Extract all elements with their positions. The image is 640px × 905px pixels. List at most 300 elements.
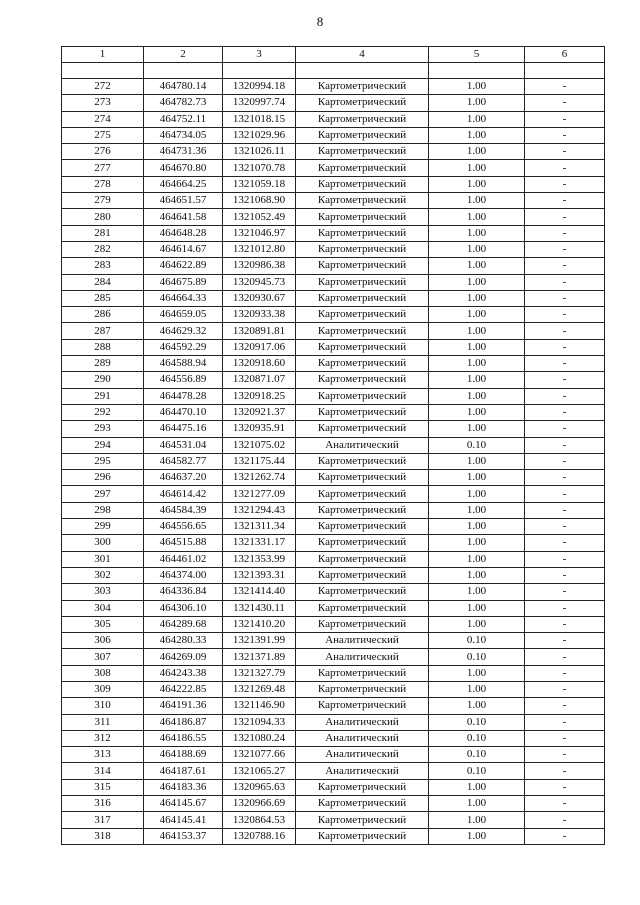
table-cell: Картометрический	[296, 779, 429, 795]
table-cell: 1.00	[429, 127, 525, 143]
table-cell: 1.00	[429, 258, 525, 274]
table-cell: 317	[62, 812, 144, 828]
table-cell: 1.00	[429, 600, 525, 616]
table-row	[62, 616, 605, 632]
table-row	[62, 79, 605, 95]
table-row	[62, 258, 605, 274]
table-cell: 291	[62, 388, 144, 404]
table-cell: 1.00	[429, 193, 525, 209]
table-row	[62, 95, 605, 111]
table-cell: 464622.89	[144, 258, 223, 274]
table-cell: Картометрический	[296, 828, 429, 844]
table-row	[62, 307, 605, 323]
table-cell: Картометрический	[296, 144, 429, 160]
table-cell: 0.10	[429, 437, 525, 453]
table-cell: 464374.00	[144, 567, 223, 583]
table-row	[62, 796, 605, 812]
column-header: 3	[223, 47, 296, 63]
table-row	[62, 812, 605, 828]
table-cell: 1320935.91	[223, 421, 296, 437]
table-cell: 1320788.16	[223, 828, 296, 844]
table-cell: 275	[62, 127, 144, 143]
table-cell: -	[525, 241, 605, 257]
table-row	[62, 193, 605, 209]
table-cell: 464752.11	[144, 111, 223, 127]
table-cell: Картометрический	[296, 372, 429, 388]
table-cell: 1.00	[429, 812, 525, 828]
table-cell: Картометрический	[296, 698, 429, 714]
table-cell: -	[525, 567, 605, 583]
table-cell: 1320986.38	[223, 258, 296, 274]
table-cell: 302	[62, 567, 144, 583]
table-cell: 1321065.27	[223, 763, 296, 779]
table-row	[62, 535, 605, 551]
table-row	[62, 649, 605, 665]
table-cell: 292	[62, 404, 144, 420]
table-cell: 1.00	[429, 144, 525, 160]
table-row	[62, 763, 605, 779]
table-cell: 464186.55	[144, 730, 223, 746]
table-cell: 285	[62, 290, 144, 306]
table-cell: -	[525, 258, 605, 274]
table-cell: 464664.25	[144, 176, 223, 192]
table-row	[62, 584, 605, 600]
table-cell: -	[525, 747, 605, 763]
table-cell: 1.00	[429, 339, 525, 355]
table-cell: 1.00	[429, 551, 525, 567]
table-cell: -	[525, 144, 605, 160]
table-cell: -	[525, 274, 605, 290]
table-cell: Картометрический	[296, 502, 429, 518]
table-cell: 1.00	[429, 796, 525, 812]
table-cell: 1.00	[429, 404, 525, 420]
table-cell: 1.00	[429, 681, 525, 697]
table-cell: 1.00	[429, 209, 525, 225]
table-cell: 1.00	[429, 665, 525, 681]
table-cell: -	[525, 681, 605, 697]
table-cell: 290	[62, 372, 144, 388]
table-cell: 1321331.17	[223, 535, 296, 551]
table-cell: -	[525, 665, 605, 681]
column-header: 1	[62, 47, 144, 63]
table-cell: 464186.87	[144, 714, 223, 730]
table-row	[62, 290, 605, 306]
table-cell: 307	[62, 649, 144, 665]
table-row	[62, 274, 605, 290]
table-cell: 1.00	[429, 486, 525, 502]
table-cell: -	[525, 388, 605, 404]
table-cell: Картометрический	[296, 600, 429, 616]
table-cell: 300	[62, 535, 144, 551]
table-cell: -	[525, 519, 605, 535]
table-cell: -	[525, 323, 605, 339]
table-cell: 1.00	[429, 453, 525, 469]
table-cell: 464183.36	[144, 779, 223, 795]
table-cell: 1320871.07	[223, 372, 296, 388]
table-cell: 1321059.18	[223, 176, 296, 192]
table-row	[62, 519, 605, 535]
table-cell: 1.00	[429, 388, 525, 404]
table-cell: 276	[62, 144, 144, 160]
table-cell: 0.10	[429, 633, 525, 649]
table-cell: 464731.36	[144, 144, 223, 160]
table-cell: 464637.20	[144, 470, 223, 486]
table-cell: 1.00	[429, 372, 525, 388]
table-row	[62, 356, 605, 372]
table-cell: 1321327.79	[223, 665, 296, 681]
table-cell: 277	[62, 160, 144, 176]
table-cell: -	[525, 111, 605, 127]
table-cell: 464289.68	[144, 616, 223, 632]
table-cell: 312	[62, 730, 144, 746]
table-row	[62, 698, 605, 714]
table-cell: Картометрический	[296, 421, 429, 437]
table-cell: 0.10	[429, 747, 525, 763]
table-cell: 1321075.02	[223, 437, 296, 453]
table-cell: -	[525, 225, 605, 241]
table-row	[62, 747, 605, 763]
table-cell: Аналитический	[296, 714, 429, 730]
table-cell: 1321371.89	[223, 649, 296, 665]
table-cell: 1.00	[429, 616, 525, 632]
table-cell: 1321311.34	[223, 519, 296, 535]
table-cell: Аналитический	[296, 747, 429, 763]
table-cell: -	[525, 176, 605, 192]
table-cell: 288	[62, 339, 144, 355]
table-cell: Картометрический	[296, 127, 429, 143]
table-cell: 1321294.43	[223, 502, 296, 518]
table-cell: 1320945.73	[223, 274, 296, 290]
table-cell: -	[525, 372, 605, 388]
table-cell: 0.10	[429, 763, 525, 779]
table-cell: 1321430.11	[223, 600, 296, 616]
table-cell: -	[525, 79, 605, 95]
table-cell: 1321410.20	[223, 616, 296, 632]
table-cell: 1321077.66	[223, 747, 296, 763]
table-cell: -	[525, 356, 605, 372]
table-cell: 464280.33	[144, 633, 223, 649]
table-cell: 1320994.18	[223, 79, 296, 95]
table-cell: 1321269.48	[223, 681, 296, 697]
table-cell: Картометрический	[296, 79, 429, 95]
table-cell: 272	[62, 79, 144, 95]
table-cell: 464531.04	[144, 437, 223, 453]
table-cell: -	[525, 779, 605, 795]
table-cell: 1321068.90	[223, 193, 296, 209]
table-cell: 464648.28	[144, 225, 223, 241]
table-cell: 1321391.99	[223, 633, 296, 649]
table-cell: 1320918.25	[223, 388, 296, 404]
table-cell: -	[525, 730, 605, 746]
table-cell: 1.00	[429, 323, 525, 339]
table-cell: 1321094.33	[223, 714, 296, 730]
table-cell: 1320918.60	[223, 356, 296, 372]
table-cell: 1320966.69	[223, 796, 296, 812]
table-row	[62, 127, 605, 143]
table-cell: 1.00	[429, 307, 525, 323]
table-cell: Картометрический	[296, 681, 429, 697]
table-cell: 303	[62, 584, 144, 600]
table-cell: -	[525, 763, 605, 779]
table-cell: -	[525, 616, 605, 632]
coordinates-table	[61, 46, 605, 845]
table-cell: 1321080.24	[223, 730, 296, 746]
table-cell: 1321012.80	[223, 241, 296, 257]
table-cell: 1.00	[429, 241, 525, 257]
table-cell: 1320917.06	[223, 339, 296, 355]
table-cell: 464584.39	[144, 502, 223, 518]
table-cell: 1.00	[429, 584, 525, 600]
table-cell: 464306.10	[144, 600, 223, 616]
table-row	[62, 551, 605, 567]
table-cell: Картометрический	[296, 274, 429, 290]
table-cell: 296	[62, 470, 144, 486]
table-cell: -	[525, 404, 605, 420]
table-row	[62, 160, 605, 176]
table-cell: 1321029.96	[223, 127, 296, 143]
table-row	[62, 404, 605, 420]
table-row	[62, 486, 605, 502]
table-cell: Картометрический	[296, 388, 429, 404]
table-row	[62, 665, 605, 681]
table-cell: 281	[62, 225, 144, 241]
table-cell: 464556.65	[144, 519, 223, 535]
table-cell: 464188.69	[144, 747, 223, 763]
table-cell: 464556.89	[144, 372, 223, 388]
column-header: 4	[296, 47, 429, 63]
table-row	[62, 225, 605, 241]
table-cell: 1321393.31	[223, 567, 296, 583]
table-cell: Картометрический	[296, 665, 429, 681]
table-cell: 293	[62, 421, 144, 437]
table-cell: 1.00	[429, 698, 525, 714]
table-cell: 1.00	[429, 779, 525, 795]
table-cell: 464675.89	[144, 274, 223, 290]
table-cell: 1321175.44	[223, 453, 296, 469]
table-cell: 311	[62, 714, 144, 730]
table-cell: Картометрический	[296, 160, 429, 176]
table-cell: 306	[62, 633, 144, 649]
table-cell: 0.10	[429, 649, 525, 665]
table-cell: 464269.09	[144, 649, 223, 665]
table-cell: -	[525, 649, 605, 665]
table-cell: 289	[62, 356, 144, 372]
table-cell: Картометрический	[296, 290, 429, 306]
table-cell: -	[525, 714, 605, 730]
table-cell: 1.00	[429, 356, 525, 372]
table-cell: -	[525, 160, 605, 176]
table-cell: Картометрический	[296, 551, 429, 567]
table-cell: Картометрический	[296, 812, 429, 828]
table-cell: 464515.88	[144, 535, 223, 551]
table-cell: 295	[62, 453, 144, 469]
table-cell: -	[525, 633, 605, 649]
table-cell: 286	[62, 307, 144, 323]
table-cell: 1.00	[429, 225, 525, 241]
table-cell: -	[525, 193, 605, 209]
table-cell: 1321046.97	[223, 225, 296, 241]
table-cell: 294	[62, 437, 144, 453]
table-cell: -	[525, 796, 605, 812]
table-cell: 464659.05	[144, 307, 223, 323]
table-cell: 1.00	[429, 470, 525, 486]
table-cell: Аналитический	[296, 763, 429, 779]
table-cell: 464582.77	[144, 453, 223, 469]
table-cell: 464614.42	[144, 486, 223, 502]
table-cell: 316	[62, 796, 144, 812]
table-row	[62, 241, 605, 257]
table-cell: 464592.29	[144, 339, 223, 355]
table-cell: 1321018.15	[223, 111, 296, 127]
table-cell: -	[525, 551, 605, 567]
table-row	[62, 600, 605, 616]
table-cell: 1321052.49	[223, 209, 296, 225]
table-row	[62, 453, 605, 469]
table-cell: 464588.94	[144, 356, 223, 372]
table-cell: 464461.02	[144, 551, 223, 567]
table-cell: Картометрический	[296, 519, 429, 535]
table-cell: 1321277.09	[223, 486, 296, 502]
table-cell: 464641.58	[144, 209, 223, 225]
table-cell: Картометрический	[296, 567, 429, 583]
table-cell: 1.00	[429, 160, 525, 176]
table-cell: 273	[62, 95, 144, 111]
table-cell: 464734.05	[144, 127, 223, 143]
table-cell: 1.00	[429, 290, 525, 306]
table-cell: Аналитический	[296, 633, 429, 649]
table-row	[62, 470, 605, 486]
table-cell: 299	[62, 519, 144, 535]
table-cell: -	[525, 535, 605, 551]
table-cell: 464670.80	[144, 160, 223, 176]
table-cell: -	[525, 437, 605, 453]
table-cell: 1.00	[429, 274, 525, 290]
table-cell: -	[525, 307, 605, 323]
table-cell: Аналитический	[296, 730, 429, 746]
table-cell: 318	[62, 828, 144, 844]
table-cell: 310	[62, 698, 144, 714]
table-cell: -	[525, 470, 605, 486]
table-cell: 282	[62, 241, 144, 257]
table-cell: Картометрический	[296, 616, 429, 632]
table-cell: 278	[62, 176, 144, 192]
table-cell: 1.00	[429, 79, 525, 95]
table-cell: 1.00	[429, 95, 525, 111]
table-cell: 1320930.67	[223, 290, 296, 306]
table-row	[62, 323, 605, 339]
table-cell: Картометрический	[296, 486, 429, 502]
column-header: 6	[525, 47, 605, 63]
table-row	[62, 633, 605, 649]
table-row	[62, 421, 605, 437]
table-cell: 464153.37	[144, 828, 223, 844]
table-cell: Картометрический	[296, 307, 429, 323]
table-row	[62, 144, 605, 160]
table-cell: Картометрический	[296, 453, 429, 469]
table-cell: 1.00	[429, 535, 525, 551]
table-cell: 297	[62, 486, 144, 502]
table-cell: Картометрический	[296, 209, 429, 225]
table-cell: -	[525, 812, 605, 828]
table-cell: 274	[62, 111, 144, 127]
table-cell: 464614.67	[144, 241, 223, 257]
table-cell: Картометрический	[296, 241, 429, 257]
table-cell: -	[525, 421, 605, 437]
table-row	[62, 779, 605, 795]
table-header-row	[62, 47, 605, 63]
column-header: 2	[144, 47, 223, 63]
table-cell: Картометрический	[296, 193, 429, 209]
table-cell: 298	[62, 502, 144, 518]
table-cell: 315	[62, 779, 144, 795]
table-cell: 464780.14	[144, 79, 223, 95]
table-cell: 464243.38	[144, 665, 223, 681]
table-cell: 1.00	[429, 176, 525, 192]
table-cell: 1321146.90	[223, 698, 296, 714]
table-row	[62, 339, 605, 355]
table-row	[62, 730, 605, 746]
table-cell: 283	[62, 258, 144, 274]
table-cell: 464470.10	[144, 404, 223, 420]
table-cell: 1321414.40	[223, 584, 296, 600]
table-row	[62, 111, 605, 127]
table-cell: Картометрический	[296, 470, 429, 486]
table-row	[62, 714, 605, 730]
table-cell: 1321353.99	[223, 551, 296, 567]
table-row	[62, 828, 605, 844]
table-row	[62, 176, 605, 192]
empty-row	[62, 63, 605, 79]
table-cell: 464187.61	[144, 763, 223, 779]
table-cell: Картометрический	[296, 225, 429, 241]
table-cell: Картометрический	[296, 258, 429, 274]
table-cell: 1320997.74	[223, 95, 296, 111]
table-cell: 1.00	[429, 567, 525, 583]
table-cell: 464664.33	[144, 290, 223, 306]
table-cell: Картометрический	[296, 796, 429, 812]
table-cell: 1.00	[429, 519, 525, 535]
table-row	[62, 388, 605, 404]
table-cell: 301	[62, 551, 144, 567]
table-cell: 1321026.11	[223, 144, 296, 160]
table-cell: -	[525, 290, 605, 306]
table-row	[62, 567, 605, 583]
table-cell: -	[525, 95, 605, 111]
table-cell: -	[525, 502, 605, 518]
table-cell: 305	[62, 616, 144, 632]
page-number: 8	[316, 14, 324, 29]
table-row	[62, 502, 605, 518]
table-cell: Картометрический	[296, 95, 429, 111]
table-cell: 1320891.81	[223, 323, 296, 339]
table-cell: 284	[62, 274, 144, 290]
table-cell: 1.00	[429, 828, 525, 844]
table-cell: 464145.41	[144, 812, 223, 828]
table-cell: -	[525, 600, 605, 616]
table-cell: -	[525, 584, 605, 600]
table-cell: 464336.84	[144, 584, 223, 600]
table-cell: 464145.67	[144, 796, 223, 812]
table-cell: 314	[62, 763, 144, 779]
table-cell: Картометрический	[296, 356, 429, 372]
table-cell: 309	[62, 681, 144, 697]
table-cell: Аналитический	[296, 649, 429, 665]
table-cell: 464629.32	[144, 323, 223, 339]
table-cell: 1320864.53	[223, 812, 296, 828]
table-cell: -	[525, 127, 605, 143]
table-cell: 308	[62, 665, 144, 681]
table-cell: Картометрический	[296, 404, 429, 420]
